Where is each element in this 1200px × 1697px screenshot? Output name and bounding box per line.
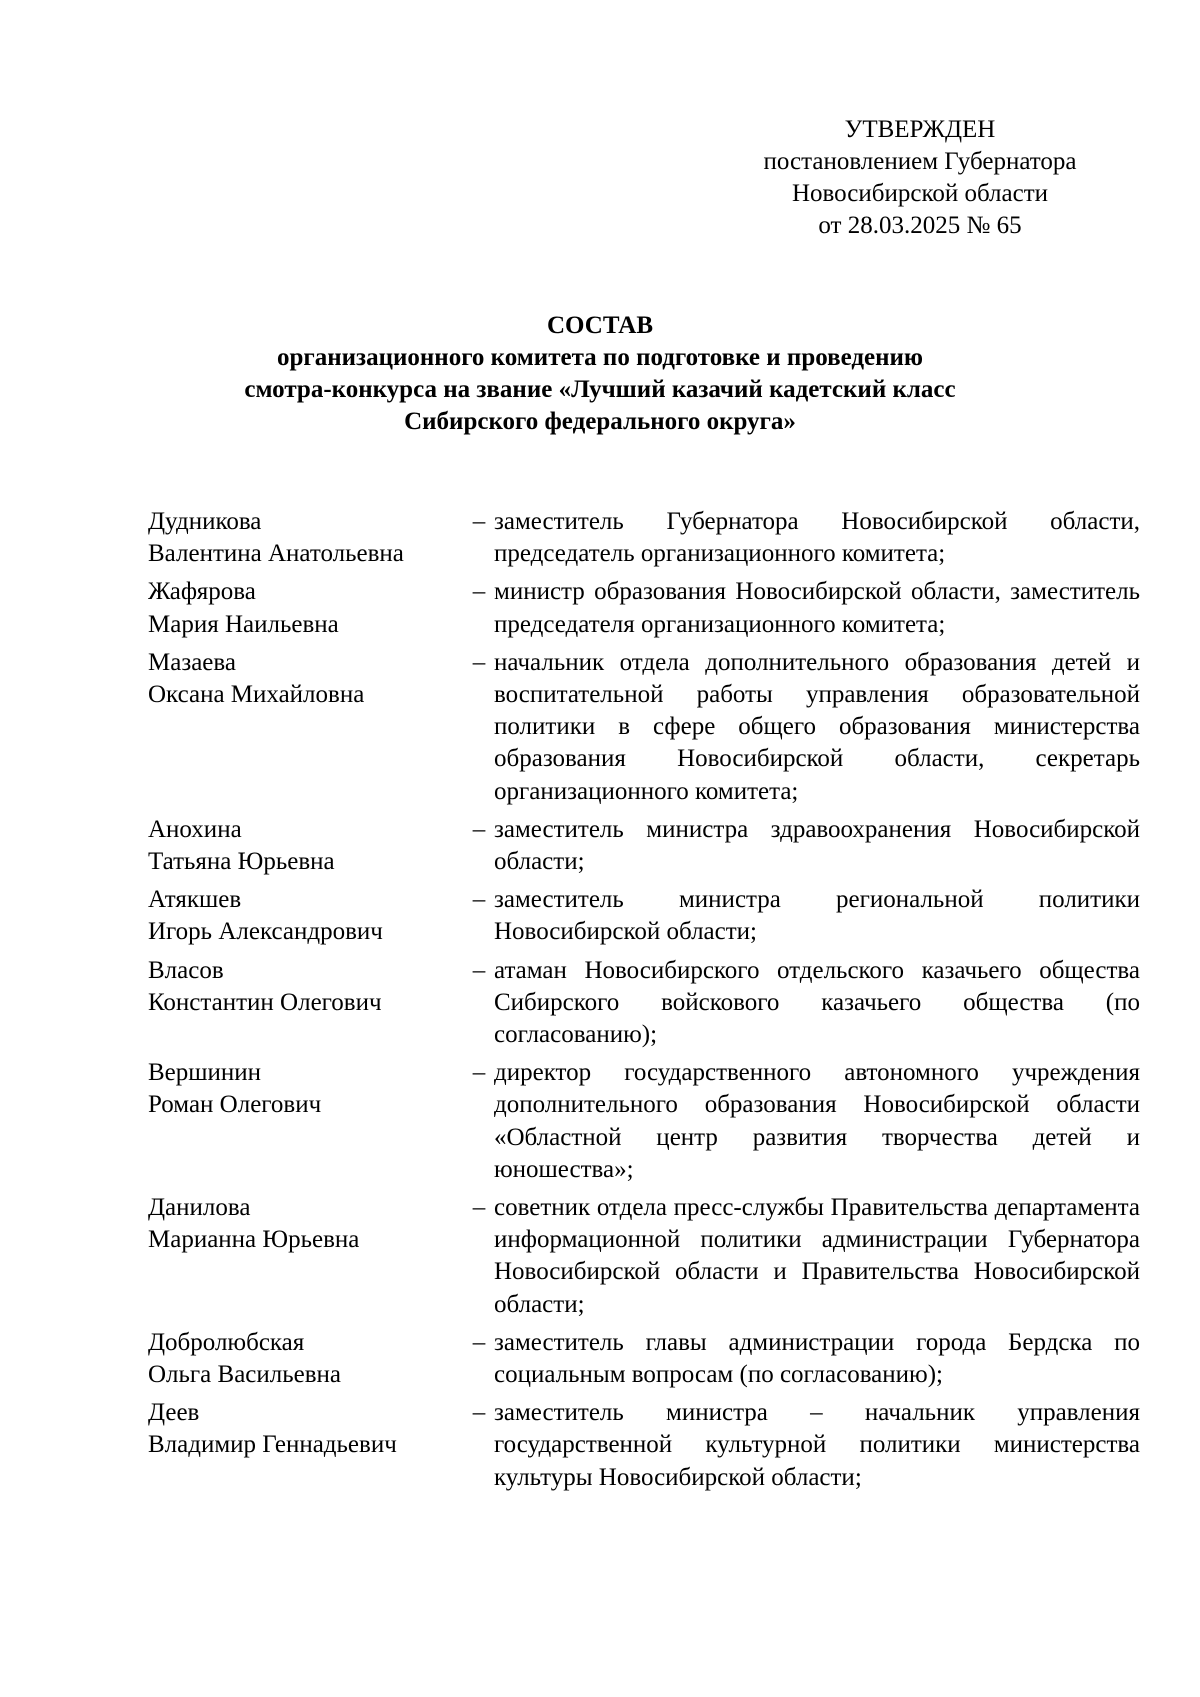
member-row — [148, 955, 1140, 1052]
member-surname: Дудникова — [148, 508, 262, 535]
member-given-names: Марианна Юрьевна — [148, 1226, 360, 1254]
member-surname: Анохина — [148, 815, 242, 843]
member-name — [148, 1327, 464, 1391]
member-row — [148, 1327, 1140, 1391]
document-title — [150, 310, 1050, 438]
member-row — [148, 647, 1140, 808]
member-row — [148, 1397, 1140, 1494]
member-given-names: Оксана Михайловна — [148, 681, 365, 709]
approval-date-number: от 28.03.2025 № 65 — [818, 212, 1022, 239]
member-name — [148, 647, 464, 808]
member-position: заместитель главы администрации города Бердска по социальным вопросам (по согласованию); — [494, 1328, 1140, 1389]
member-row — [148, 576, 1140, 640]
member-given-names: Ольга Васильевна — [148, 1361, 342, 1389]
committee-member-list — [148, 506, 1140, 1500]
member-position: заместитель министра – начальник управления государственной культурной политики министерства культуры Новосибирской области; — [494, 1399, 1140, 1491]
approval-document-type: постановлением Губернатора — [763, 148, 1077, 175]
dash-separator: – — [472, 815, 486, 843]
dash-separator: – — [472, 886, 486, 914]
member-surname: Вершинин — [148, 1059, 262, 1087]
member-name — [148, 506, 464, 570]
member-position: атаман Новосибирского отдельского казачьего общества Сибирского войскового казачьего общества (по согласованию); — [494, 956, 1140, 1049]
member-surname: Жафярова — [148, 578, 256, 606]
member-surname: Атякшев — [148, 886, 242, 914]
member-surname: Власов — [148, 956, 224, 984]
title-line-4: Сибирского федерального округа» — [404, 408, 796, 435]
member-row — [148, 1057, 1140, 1186]
member-given-names: Игорь Александрович — [148, 918, 383, 946]
member-name — [148, 576, 464, 640]
dash-separator: – — [472, 1399, 486, 1427]
dash-separator: – — [472, 508, 486, 535]
member-name — [148, 1057, 464, 1186]
member-position: заместитель Губернатора Новосибирской области, председатель организационного комитета; — [494, 508, 1140, 568]
member-name — [148, 814, 464, 878]
member-name — [148, 955, 464, 1052]
member-position: министр образования Новосибирской области, заместитель председателя организационного комитета; — [494, 578, 1140, 638]
member-given-names: Владимир Геннадьевич — [148, 1431, 397, 1459]
member-row — [148, 506, 1140, 570]
member-name — [148, 884, 464, 948]
dash-separator: – — [472, 1194, 486, 1222]
dash-separator: – — [472, 1059, 486, 1087]
dash-separator: – — [472, 648, 486, 676]
dash-separator: – — [472, 578, 486, 606]
title-line-2: организационного комитета по подготовке и проведению — [276, 344, 924, 371]
member-given-names: Роман Олегович — [148, 1091, 322, 1119]
member-row — [148, 1192, 1140, 1321]
approval-heading: УТВЕРЖДЕН — [844, 116, 996, 143]
member-position: начальник отдела дополнительного образования детей и воспитательной работы управления образовательной политики в сфере общего образования министерства образования Новосибирской области, секретарь организационного комитета; — [494, 648, 1140, 805]
title-heading: СОСТАВ — [546, 312, 654, 339]
member-given-names: Мария Наильевна — [148, 610, 339, 638]
member-surname: Деев — [148, 1399, 200, 1427]
member-surname: Данилова — [148, 1194, 251, 1222]
member-row — [148, 814, 1140, 878]
member-position: заместитель министра здравоохранения Новосибирской области; — [494, 815, 1140, 876]
approval-region: Новосибирской области — [791, 180, 1049, 207]
approval-stamp-block — [700, 114, 1140, 242]
member-position: советник отдела пресс-службы Правительства департамента информационной политики администрации Губернатора Новосибирской области и Правительства Новосибирской области; — [494, 1194, 1140, 1318]
member-surname: Добролюбская — [148, 1328, 305, 1356]
title-line-3: смотра-конкурса на звание «Лучший казачий кадетский класс — [244, 376, 956, 403]
dash-separator: – — [472, 956, 486, 984]
member-position: заместитель министра региональной политики Новосибирской области; — [494, 886, 1140, 946]
member-surname: Мазаева — [148, 648, 236, 676]
dash-separator: – — [472, 1328, 486, 1356]
member-row — [148, 884, 1140, 948]
member-given-names: Константин Олегович — [148, 988, 382, 1016]
member-position: директор государственного автономного учреждения дополнительного образования Новосибирской области «Областной центр развития творчества детей и юношества»; — [494, 1059, 1140, 1183]
member-name — [148, 1397, 464, 1494]
member-given-names: Валентина Анатольевна — [148, 540, 404, 568]
member-name — [148, 1192, 464, 1321]
member-given-names: Татьяна Юрьевна — [148, 848, 335, 876]
